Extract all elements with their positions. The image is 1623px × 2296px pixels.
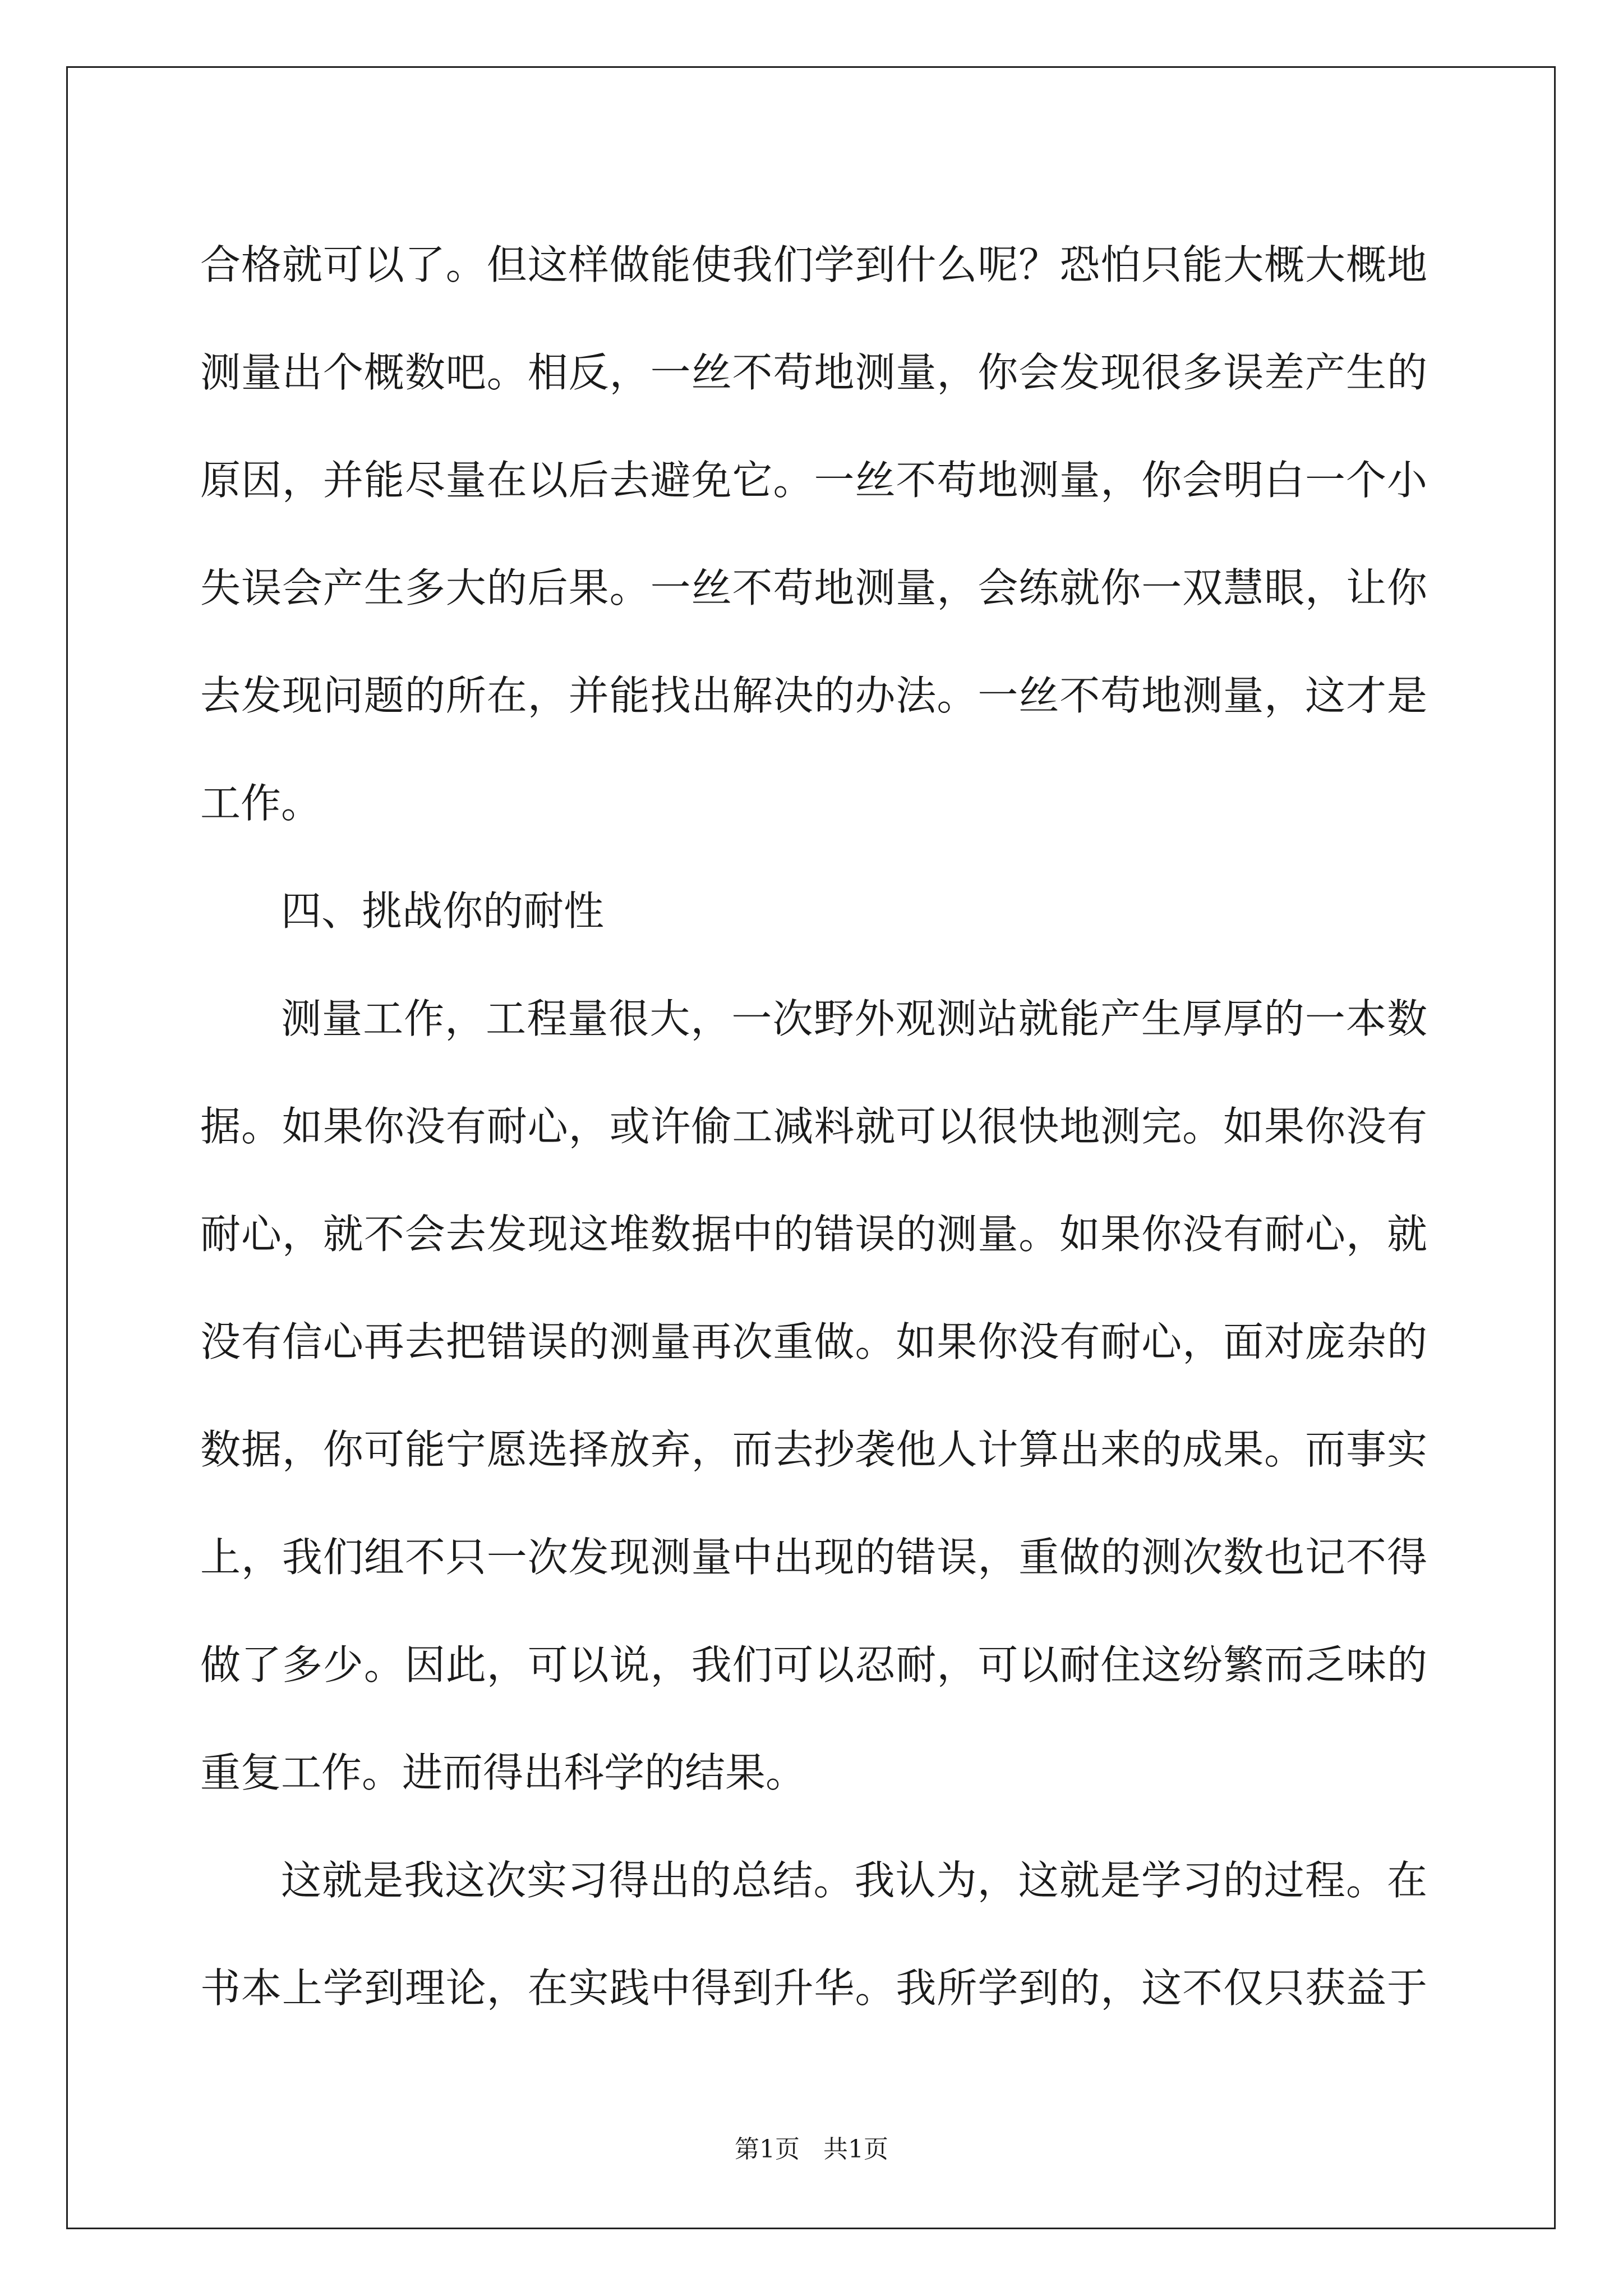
- text-line: 这就是我这次实习得出的总结。我认为，这就是学习的过程。在: [281, 1857, 1427, 1904]
- text-line: 原因，并能尽量在以后去避免它。一丝不苟地测量，你会明白一个小: [200, 457, 1427, 504]
- paragraph-3: [200, 1826, 1427, 2042]
- text-line: 书本上学到理论，在实践中得到升华。我所学到的，这不仅只获益于: [200, 1964, 1427, 2012]
- text-line: 测量出个概数吧。相反，一丝不苟地测量，你会发现很多误差产生的: [200, 349, 1427, 396]
- text-line: 合格就可以了。但这样做能使我们学到什么呢？恐怕只能大概大概地: [200, 241, 1427, 288]
- text-line: 数据，你可能宁愿选择放弃，而去抄袭他人计算出来的成果。而事实: [200, 1426, 1427, 1473]
- text-line: 做了多少。因此，可以说，我们可以忍耐，可以耐住这纷繁而乏味的: [200, 1641, 1427, 1688]
- text-line: 没有信心再去把错误的测量再次重做。如果你没有耐心，面对庞杂的: [200, 1318, 1427, 1365]
- text-line: 上，我们组不只一次发现测量中出现的错误，重做的测次数也记不得: [200, 1534, 1427, 1581]
- text-line: 重复工作。进而得出科学的结果。: [200, 1749, 806, 1796]
- text-line: 工作。: [200, 780, 322, 827]
- document-body: [200, 211, 1427, 2042]
- page-footer: [0, 2129, 1623, 2165]
- text-line: 据。如果你没有耐心，或许偷工减料就可以很快地测完。如果你没有: [200, 1103, 1427, 1150]
- text-line: 测量工作，工程量很大，一次野外观测站就能产生厚厚的一本数: [281, 995, 1427, 1042]
- section-heading: 四、挑战你的耐性: [281, 887, 605, 935]
- text-line: 去发现问题的所在，并能找出解决的办法。一丝不苟地测量，这才是: [200, 672, 1427, 719]
- page-number: 第1页: [735, 2135, 800, 2164]
- paragraph-2: [200, 965, 1427, 1826]
- paragraph-1: [200, 211, 1427, 857]
- text-line: 失误会产生多大的后果。一丝不苟地测量，会练就你一双慧眼，让你: [200, 564, 1427, 611]
- text-line: 耐心，就不会去发现这堆数据中的错误的测量。如果你没有耐心，就: [200, 1211, 1427, 1258]
- total-pages: 共1页: [823, 2135, 888, 2164]
